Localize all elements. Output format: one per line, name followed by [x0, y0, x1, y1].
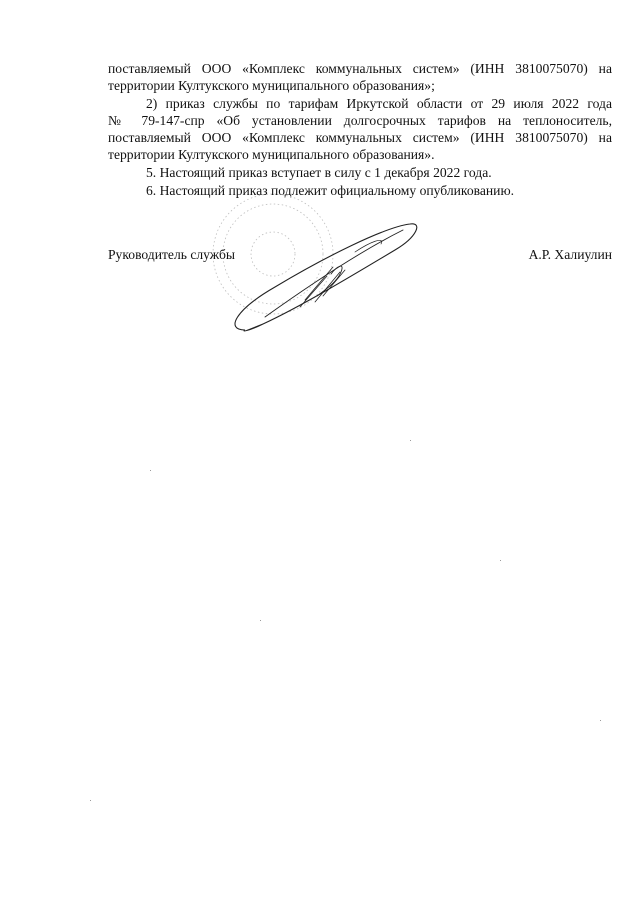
clause-5: 5. Настоящий приказ вступает в силу с 1 декабря 2022 года.	[146, 165, 492, 180]
signatory-title: Руководитель службы	[108, 247, 236, 262]
handwritten-signature	[235, 224, 417, 331]
scan-speck	[90, 800, 91, 801]
scan-speck	[600, 720, 601, 721]
clause-6: 6. Настоящий приказ подлежит официальному опубликованию.	[146, 183, 514, 198]
paragraph-line: территории Култукского муниципального образования».	[108, 147, 435, 162]
paragraph-line: территории Култукского муниципального образования»;	[108, 78, 435, 93]
paragraph-line: поставляемый ООО «Комплекс коммунальных систем» (ИНН 3810075070) на	[108, 130, 612, 145]
paragraph-line: № 79-147-спр «Об установлении долгосрочных тарифов на теплоноситель,	[108, 113, 612, 128]
paragraph-item-2	[108, 95, 612, 163]
stamp-and-signature	[205, 192, 435, 342]
signature-block	[108, 247, 612, 264]
paragraph-line: 2) приказ службы по тарифам Иркутской области от 29 июля 2022 года	[146, 96, 612, 111]
scan-speck	[500, 560, 501, 561]
scan-speck	[260, 620, 261, 621]
paragraph-line: поставляемый ООО «Комплекс коммунальных систем» (ИНН 3810075070) на	[108, 61, 612, 76]
paragraph-continuation	[108, 60, 612, 94]
scan-speck	[410, 440, 411, 441]
signatory-name: А.Р. Халиулин	[528, 247, 612, 262]
scan-speck	[150, 470, 151, 471]
